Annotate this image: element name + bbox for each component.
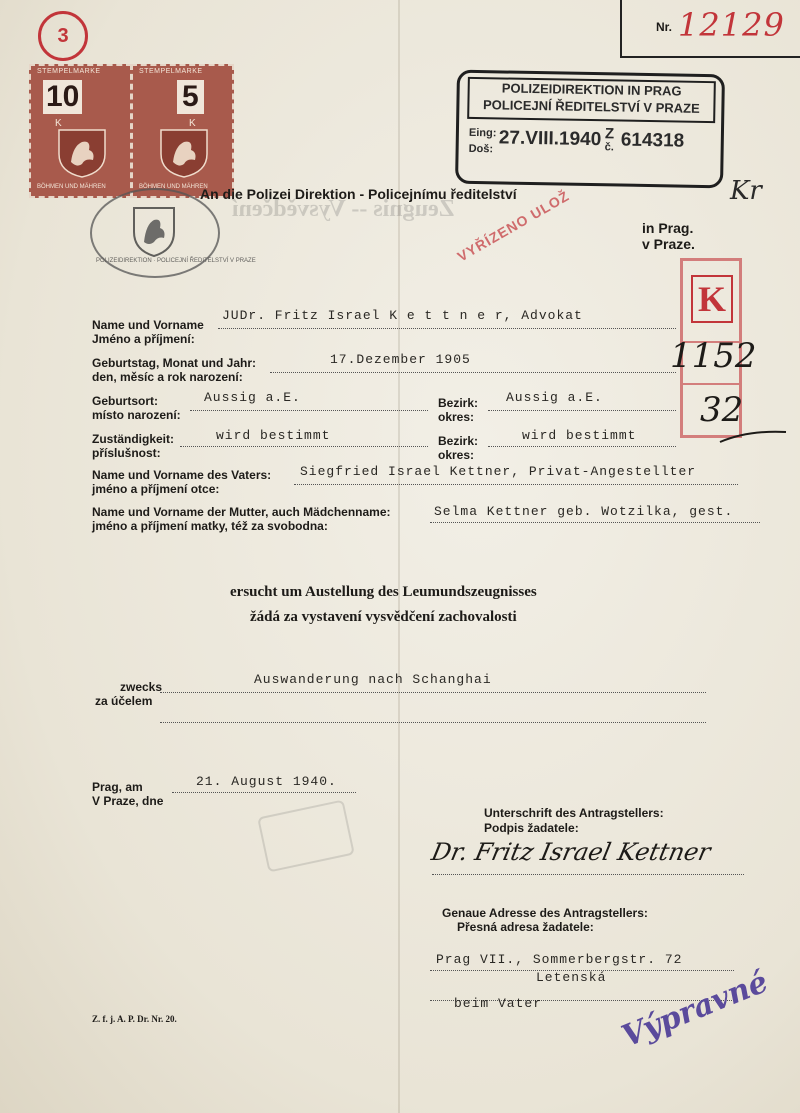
birthplace-label-cz: místo narození:	[92, 408, 181, 422]
addressee-heading: An die Polizei Direktion - Policejnímu ředitelství	[200, 186, 517, 202]
number-box	[620, 0, 800, 58]
revenue-stamp-unit: K	[189, 118, 196, 129]
request-line-de: ersucht um Austellung des Leumundszeugnisses	[230, 584, 537, 600]
address-line3: beim Vater	[454, 996, 543, 1011]
revenue-stamp-10	[29, 64, 132, 198]
police-seal-text: POLIZEIDIREKTION · POLICEJNÍ ŘEDITELSTVÍ V PRAZE	[96, 258, 256, 264]
domicile-label-de: Zuständigkeit:	[92, 432, 175, 446]
name-value: JUDr. Fritz Israel K e t t n e r, Advokat	[222, 308, 583, 323]
birthplace-label-de: Geburtsort:	[92, 394, 158, 408]
police-stamp-z: Z	[604, 125, 615, 143]
domicile-bezirk-cz: okres:	[438, 448, 475, 462]
birthday-label-cz: den, měsíc a rok narození:	[92, 370, 243, 384]
purpose-label-de: zwecks	[120, 680, 163, 694]
purpose-value: Auswanderung nach Schanghai	[254, 672, 492, 687]
lion-shield-icon	[157, 128, 211, 178]
in-prag-label: in Prag.	[642, 220, 694, 236]
date-label-cz: V Praze, dne	[92, 794, 164, 808]
address-line2: Letenská	[536, 970, 607, 985]
address-label-cz: Přesná adresa žadatele:	[457, 920, 594, 934]
revenue-stamp-header: STEMPELMARKE	[139, 68, 203, 75]
address-line1: Prag VII., Sommerbergstr. 72	[436, 952, 683, 967]
red-box-number-1: 1152	[670, 336, 757, 376]
number-box-value: 12129	[678, 6, 785, 44]
revenue-stamp-header: STEMPELMARKE	[37, 68, 101, 75]
form-code-footer: Z. f. j. A. P. Dr. Nr. 20.	[92, 1014, 177, 1024]
request-line-cz: žádá za vystavení vysvědčení zachovalosti	[250, 609, 517, 625]
police-stamp-dos: Doš:	[468, 142, 494, 156]
revenue-stamp-footer: BÖHMEN UND MÄHREN	[139, 184, 208, 190]
lion-seal-icon	[130, 204, 178, 258]
vypravne-stamp: Výpravné	[617, 964, 773, 1055]
revenue-stamp-value: 10	[43, 80, 82, 114]
name-label-cz: Jméno a příjmení:	[92, 332, 195, 346]
signature-label-de: Unterschrift des Antragstellers:	[484, 806, 664, 820]
birthplace-bezirk-value: Aussig a.E.	[506, 390, 603, 405]
paper-fold	[398, 0, 400, 1113]
police-receipt-stamp	[455, 70, 725, 189]
revenue-stamp-value: 5	[177, 80, 204, 114]
domicile-bezirk-de: Bezirk:	[438, 434, 479, 448]
police-stamp-line2: POLICEJNÍ ŘEDITELSTVÍ V PRAZE	[482, 97, 700, 116]
purpose-label-cz: za účelem	[95, 694, 153, 708]
margin-initial: Kr	[730, 176, 762, 206]
police-stamp-number: 614318	[620, 129, 685, 152]
red-box-letter-k	[691, 275, 733, 323]
mother-value: Selma Kettner geb. Wotzilka, gest.	[434, 504, 734, 519]
red-box-number-2: 32	[700, 390, 744, 430]
vyrizeno-stamp: VYŘÍZENO ULOŽ	[454, 187, 573, 265]
date-label-de: Prag, am	[92, 780, 143, 794]
father-label-de: Name und Vorname des Vaters:	[92, 468, 272, 482]
police-stamp-c: č.	[604, 141, 614, 154]
number-box-label: Nr.	[656, 20, 673, 34]
birthday-value: 17.Dezember 1905	[330, 352, 471, 367]
revenue-stamp-unit: K	[55, 118, 62, 129]
police-stamp-date: 27.VIII.1940	[498, 127, 602, 151]
date-value: 21. August 1940.	[196, 774, 337, 789]
mother-label-de: Name und Vorname der Mutter, auch Mädchenname:	[92, 505, 391, 519]
v-praze-label: v Praze.	[642, 236, 695, 252]
birthplace-bezirk-de: Bezirk:	[438, 396, 479, 410]
domicile-bezirk-value: wird bestimmt	[522, 428, 637, 443]
birthday-label-de: Geburtstag, Monat und Jahr:	[92, 356, 257, 370]
revenue-stamp-footer: BÖHMEN UND MÄHREN	[37, 184, 106, 190]
police-stamp-eing: Eing:	[468, 126, 497, 140]
father-value: Siegfried Israel Kettner, Privat-Angestellter	[300, 464, 697, 479]
revenue-stamp-5	[131, 64, 234, 198]
circle-number-mark	[38, 11, 88, 61]
faded-title: Zeugnis -- Vysvědčení	[232, 196, 455, 222]
birthplace-bezirk-cz: okres:	[438, 410, 475, 424]
police-stamp-header	[467, 77, 716, 123]
birthplace-value: Aussig a.E.	[204, 390, 301, 405]
address-label-de: Genaue Adresse des Antragstellers:	[442, 906, 648, 920]
police-stamp-line1: POLIZEIDIREKTION IN PRAG	[501, 80, 682, 99]
pen-strike-mark	[718, 426, 788, 446]
domicile-value: wird bestimmt	[216, 428, 331, 443]
lion-shield-icon	[55, 128, 109, 178]
father-label-cz: jméno a příjmení otce:	[92, 482, 220, 496]
name-label-de: Name und Vorname	[92, 318, 204, 332]
red-box-letter-text: K	[697, 279, 726, 319]
mother-label-cz: jméno a příjmení matky, též za svobodna:	[92, 519, 328, 533]
circle-number-text: 3	[57, 25, 69, 47]
signature-value: Dr. Fritz Israel Kettner	[429, 838, 714, 866]
domicile-label-cz: příslušnost:	[92, 446, 161, 460]
signature-label-cz: Podpis žadatele:	[484, 821, 579, 835]
